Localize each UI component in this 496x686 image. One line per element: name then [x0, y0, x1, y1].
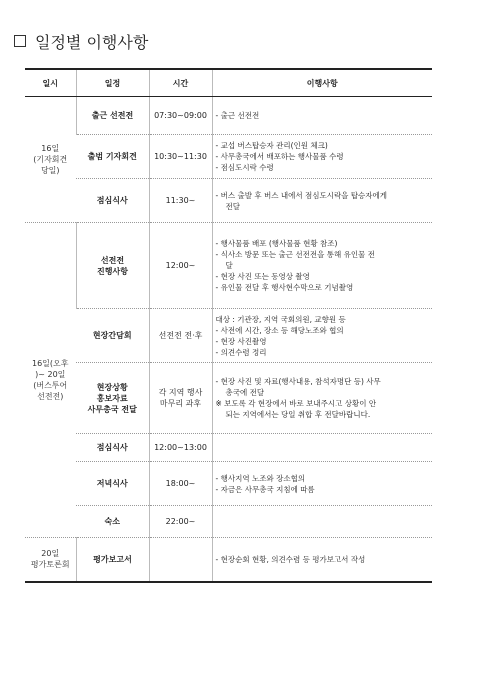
- date-cell: 16일(오후 )~ 20일 (버스투어 선전전): [25, 223, 76, 538]
- items-cell: [212, 506, 432, 538]
- item-line: - 현장 사진 또는 동영상 촬영: [215, 272, 310, 281]
- table-row: [25, 179, 432, 223]
- item-line: - 버스 출발 후 버스 내에서 점심도시락을 탑승자에게: [215, 190, 388, 200]
- item-line: ※ 보도록 각 현장에서 바로 보내주시고 상황이 안: [215, 399, 377, 408]
- item-line: - 유인물 전달 후 행사현수막으로 기념촬영: [215, 283, 354, 292]
- item-line: - 출근 선전전: [215, 111, 260, 120]
- item-line: - 자금은 사무총국 지침에 따름: [215, 484, 315, 494]
- header-items: 이행사항: [212, 69, 432, 97]
- event-cell: 점심식사: [76, 179, 149, 223]
- checkbox-square-icon: [14, 35, 26, 47]
- item-line: 되는 지역에서는 당일 취합 후 전달바랍니다.: [225, 410, 371, 419]
- item-line: 달: [225, 261, 233, 270]
- header-row: [25, 69, 432, 97]
- item-line: - 식사소 방문 또는 출근 선전전을 통해 유인물 전: [215, 250, 375, 259]
- time-cell: 18:00~: [149, 462, 212, 506]
- time-cell: 11:30~: [149, 179, 212, 223]
- event-cell: 현장상황 홍보자료 사무총국 전달: [76, 363, 149, 434]
- date-cell: 20일 평가토론회: [25, 538, 76, 582]
- items-cell: [212, 309, 432, 363]
- table-row: [25, 363, 432, 434]
- header-event: 일정: [76, 69, 149, 97]
- time-cell: 각 지역 행사 마무리 과후: [149, 363, 212, 434]
- item-line: - 행사지역 노조와 장소협의: [215, 473, 306, 483]
- item-line: 총국에 전달: [225, 388, 265, 397]
- date-cell: 16일 (기자회견 당일): [25, 97, 76, 223]
- header-date: 일시: [25, 69, 76, 97]
- table-row: [25, 135, 432, 179]
- item-line: - 현장 사진 및 자료(행사내용, 참석자명단 등) 사무: [215, 377, 381, 386]
- items-cell: [212, 434, 432, 462]
- item-line: - 현장순회 현황, 의견수렴 등 평가보고서 작성: [215, 554, 366, 564]
- items-cell: [212, 223, 432, 309]
- event-cell: 현장간담회: [76, 309, 149, 363]
- item-line: - 의견수렴 정리: [215, 347, 267, 357]
- item-line: - 사전에 시간, 장소 등 해당노조와 협의: [215, 325, 344, 335]
- items-cell: [212, 538, 432, 582]
- time-cell: 10:30~11:30: [149, 135, 212, 179]
- schedule-table: [25, 68, 432, 583]
- table-row: [25, 97, 432, 135]
- event-cell: 숙소: [76, 506, 149, 538]
- event-cell: 선전전 진행사항: [76, 223, 149, 309]
- table-row: [25, 462, 432, 506]
- time-cell: 22:00~: [149, 506, 212, 538]
- item-line: - 현장 사진촬영: [215, 336, 267, 346]
- header-time: 시간: [149, 69, 212, 97]
- event-cell: 출범 기자회견: [76, 135, 149, 179]
- page-title: [14, 30, 148, 52]
- items-cell: [212, 179, 432, 223]
- item-line: - 행사물품 배포 (행사물품 현황 참조): [215, 239, 338, 248]
- title-text: 일정별 이행사항: [35, 32, 149, 52]
- table-row: [25, 309, 432, 363]
- event-cell: 출근 선전전: [76, 97, 149, 135]
- event-cell: 점심식사: [76, 434, 149, 462]
- table-row: [25, 506, 432, 538]
- item-line: - 점심도시락 수령: [215, 163, 274, 172]
- event-cell: 저녁식사: [76, 462, 149, 506]
- items-cell: [212, 363, 432, 434]
- item-line: - 사무총국에서 배포하는 행사물품 수령: [215, 152, 344, 161]
- table-row: [25, 223, 432, 309]
- items-cell: [212, 97, 432, 135]
- item-line: 전달: [225, 201, 240, 211]
- item-line: 대상 : 기관장, 지역 국회의원, 교향원 등: [215, 314, 346, 324]
- event-cell: 평가보고서: [76, 538, 149, 582]
- item-line: - 교섭 버스탑승자 관리(인원 체크): [215, 141, 328, 150]
- table-row: [25, 538, 432, 582]
- items-cell: [212, 462, 432, 506]
- time-cell: [149, 538, 212, 582]
- time-cell: 선전전 전·후: [149, 309, 212, 363]
- time-cell: 12:00~13:00: [149, 434, 212, 462]
- time-cell: 07:30~09:00: [149, 97, 212, 135]
- table-row: [25, 434, 432, 462]
- items-cell: [212, 135, 432, 179]
- time-cell: 12:00~: [149, 223, 212, 309]
